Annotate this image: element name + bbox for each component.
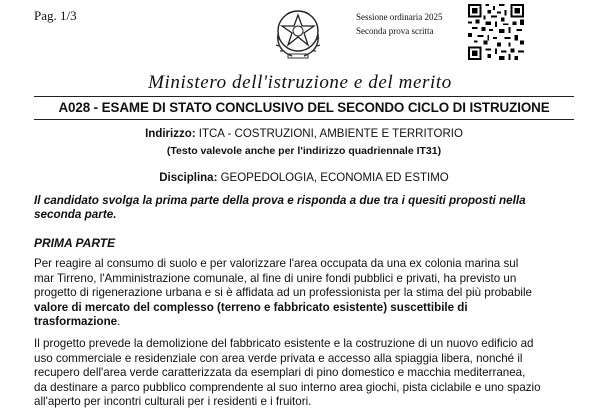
instructions-line: Il candidato svolga la prima parte della prova e risponda a due tra i quesiti proposti nella [34,194,526,207]
divider-top [34,96,574,97]
session-label: Sessione ordinaria 2025 [356,12,443,22]
paragraph-line: Il progetto prevede la demolizione del fabbricato esistente e la costruzione di un nuovo edificio ad [34,337,534,350]
disciplina-value: GEOPEDOLOGIA, ECONOMIA ED ESTIMO [220,172,449,184]
paragraph-2 [34,337,574,410]
bold-phrase: trasformazione [34,315,118,328]
page-count: 1/3 [60,8,77,23]
session-info [356,10,442,38]
disciplina [34,172,574,184]
paragraph-line: all'aperto per incontri culturali per i residenti e i fruitori. [34,395,312,408]
indirizzo-label: Indirizzo: [145,128,196,140]
paragraph-line: progetto di rigenerazione urbana e si è affidata ad un professionista per la stima del più probabile [34,286,532,299]
period: . [117,315,121,328]
paragraph-line: recupero dell'area verde caratterizzata da esemplari di pino domestico e macchia mediterranea, [34,366,526,379]
indirizzo [34,128,574,140]
section-title: PRIMA PARTE [34,236,116,250]
exam-title: A028 - ESAME DI STATO CONCLUSIVO DEL SECONDO CICLO DI ISTRUZIONE [58,100,550,115]
instructions-line: seconda parte. [34,208,117,221]
instructions [34,194,574,222]
emblem-icon [270,4,326,62]
paragraph-line-bold: valore di mercato del complesso (terreno e fabbricato esistente) suscettibile di [34,300,468,314]
page-label: Pag. [34,8,57,23]
test-label: Seconda prova scritta [356,26,434,36]
paragraph-1 [34,257,574,330]
paragraph-line: mar Tirreno, l'Amministrazione comunale, al fine di unire fondi pubblici e privati, ha previsto un [34,271,517,285]
page-number [34,8,77,24]
divider-bottom [34,119,574,120]
qr-code-icon [468,4,524,60]
disciplina-label: Disciplina: [159,172,218,184]
ministry-heading: Ministero dell'istruzione e del merito [148,72,452,93]
paragraph-line [34,315,574,330]
paragraph-line: da destinare a parco pubblico comprendente al suo interno area giochi, pista ciclabile e uno spazio [34,380,541,394]
testo-note: (Testo valevole anche per l'indirizzo quadriennale IT31) [166,145,442,157]
paragraph-line: uso commerciale e residenziale con area verde privata e accesso alla spiaggia libera, nonché il [34,351,523,365]
paragraph-line: Per reagire al consumo di suolo e per valorizzare l'area occupata da una ex colonia marina sul [34,257,519,270]
indirizzo-value: ITCA - COSTRUZIONI, AMBIENTE E TERRITORIO [198,128,463,140]
